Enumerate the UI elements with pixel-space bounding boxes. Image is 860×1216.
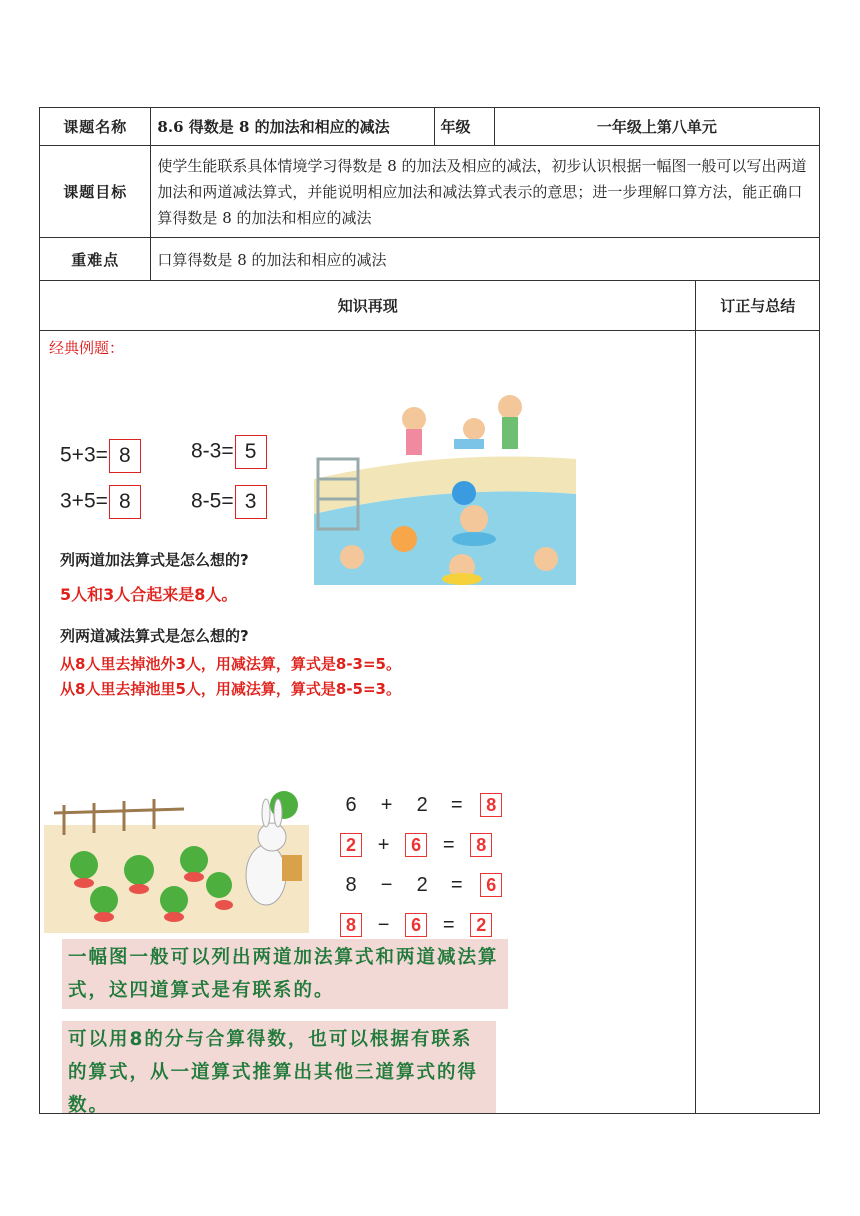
answer-subtraction-2: 从8人里去掉池里5人，用减法算，算式是8-5=3。: [60, 680, 401, 698]
grade-value: 一年级上第八单元: [494, 108, 819, 146]
goal-text: 使学生能联系具体情境学习得数是 8 的加法及相应的减法，初步认识根据一幅图一般可以写出两道加法和两道减法算式，并能说明相应加法和减法算式表示的意思；进一步理解口算方法，能正确口算得数是 8 的加法和相应的减法: [151, 146, 820, 238]
rabbit-radish-illustration: [44, 775, 309, 933]
equation-2: 8-3= 5: [191, 435, 267, 469]
answer-box: 8: [470, 833, 492, 857]
note-four-equations: 一幅图一般可以列出两道加法算式和两道减法算式，这四道算式是有联系的。: [62, 939, 508, 1009]
answer-box: 2: [470, 913, 492, 937]
answer-box: 6: [405, 833, 427, 857]
question-subtraction: 列两道减法算式是怎么想的?: [60, 627, 249, 645]
answer-addition: 5人和3人合起来是8人。: [60, 585, 238, 604]
note-decompose: 可以用8的分与合算得数，也可以根据有联系的算式，从一道算式推算出其他三道算式的得数。: [62, 1021, 496, 1113]
equation-1: 5+3= 8: [60, 439, 141, 473]
equation2-1: 6 + 2 = 8: [340, 793, 502, 817]
pool-illustration: [314, 389, 576, 585]
answer-box: 2: [340, 833, 362, 857]
answer-box: 5: [235, 435, 267, 469]
answer-box: 3: [235, 485, 267, 519]
answer-box: 8: [109, 485, 141, 519]
grade-label: 年级: [434, 108, 494, 146]
equation2-2: 2 + 6 = 8: [340, 833, 492, 857]
key-points-text: 口算得数是 8 的加法和相应的减法: [151, 238, 820, 281]
topic-label: 课题名称: [40, 108, 151, 146]
answer-box: 6: [480, 873, 502, 897]
answer-subtraction-1: 从8人里去掉池外3人，用减法算，算式是8-3=5。: [60, 655, 401, 673]
knowledge-cell: [40, 331, 696, 1114]
goal-label: 课题目标: [40, 146, 151, 238]
question-addition: 列两道加法算式是怎么想的?: [60, 551, 249, 569]
knowledge-header: 知识再现: [40, 281, 696, 331]
equation2-3: 8 − 2 = 6: [340, 873, 502, 897]
key-points-label: 重难点: [40, 238, 151, 281]
answer-box: 8: [109, 439, 141, 473]
summary-header: 订正与总结: [696, 281, 820, 331]
lesson-table: [39, 107, 820, 1114]
topic-value: 8.6 得数是 8 的加法和相应的减法: [151, 108, 434, 146]
answer-box: 6: [405, 913, 427, 937]
equation-4: 8-5= 3: [191, 485, 267, 519]
equation2-4: 8 − 6 = 2: [340, 913, 492, 937]
examples-label: 经典例题：: [49, 339, 125, 357]
summary-cell: [696, 331, 820, 1114]
equation-3: 3+5= 8: [60, 485, 141, 519]
answer-box: 8: [480, 793, 502, 817]
answer-box: 8: [340, 913, 362, 937]
